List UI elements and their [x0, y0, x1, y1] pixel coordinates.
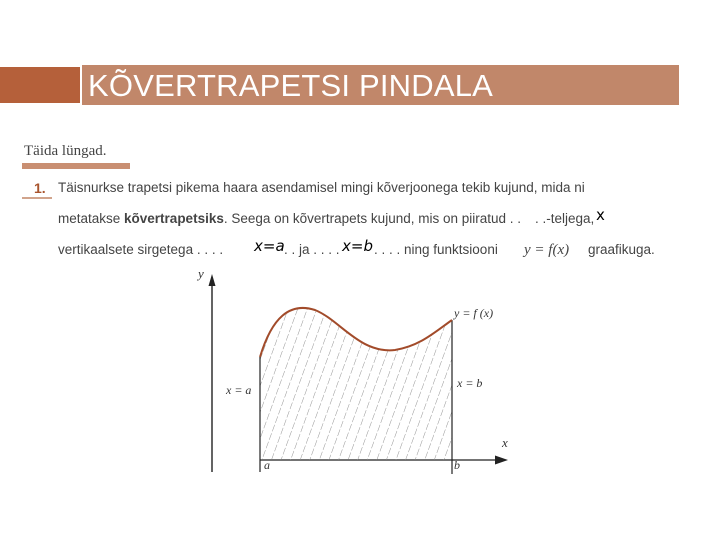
exercise-line-3-part-1: vertikaalsete sirgetega . . . . [58, 242, 224, 257]
title-banner-accent [0, 67, 80, 103]
exercise-number-underline [22, 197, 52, 199]
tick-b-label: b [454, 458, 460, 472]
exercise-line-3-part-2: . . ja . . . . [284, 242, 340, 257]
exercise-line-3-part-3: . . . . ning funktsiooni [374, 242, 498, 257]
curvilinear-trapezoid-graph [190, 262, 520, 487]
title-banner [82, 65, 679, 105]
right-line-label: x = b [457, 376, 483, 390]
exercise-line-2-start: metatakse [58, 211, 125, 226]
answer-line-left: x=a [254, 237, 285, 255]
x-axis-arrow-icon [495, 456, 508, 465]
term-kovertrapets: kõvertrapetsiks [124, 211, 224, 226]
exercise-line-3-part-5: graafikuga. [588, 242, 655, 257]
exercise-number: 1. [34, 180, 46, 196]
answer-line-right: x=b [342, 237, 373, 255]
y-axis-label: y [198, 266, 204, 281]
section-underline [22, 163, 130, 169]
exercise-line-2 [58, 211, 594, 226]
section-heading: Täida lüngad. [24, 143, 107, 159]
exercise-line-2-end: . .-teljega, [535, 211, 595, 226]
exercise-line-2-mid: . Seega on kõvertrapets kujund, mis on piiratud . . [223, 211, 522, 226]
page-title: KÕVERTRAPETSI PINDALA [88, 68, 494, 103]
trapezoid-area [260, 308, 452, 460]
x-axis-label: x [502, 435, 508, 450]
function-notation: y = f(x) [524, 242, 570, 258]
tick-a-label: a [264, 458, 270, 472]
left-line-label: x = a [226, 383, 252, 397]
exercise-line-1: Täisnurkse trapetsi pikema haara asendamisel mingi kõverjoonega tekib kujund, mida ni [58, 180, 585, 195]
curve-label: y = f (x) [454, 306, 494, 320]
y-axis-arrow-icon [209, 274, 216, 286]
answer-axis: x [596, 206, 605, 224]
